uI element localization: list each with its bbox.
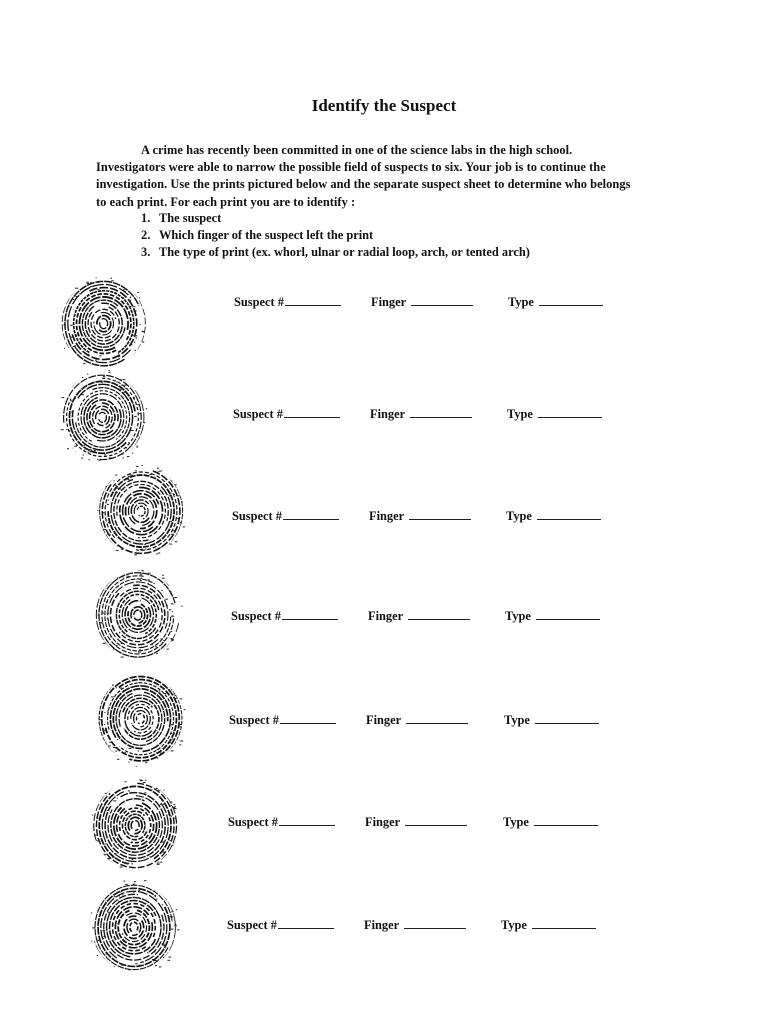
suspect-field[interactable] — [234, 295, 341, 310]
type-label: Type — [505, 609, 531, 623]
fingerprint-image — [58, 275, 154, 372]
page-title: Identify the Suspect — [311, 96, 457, 115]
fingerprint-image — [88, 570, 184, 667]
suspect-field[interactable] — [233, 407, 340, 422]
finger-blank-line[interactable] — [408, 609, 470, 620]
type-label: Type — [507, 407, 533, 421]
suspect-field[interactable] — [229, 713, 336, 728]
suspect-field[interactable] — [227, 918, 334, 933]
type-label: Type — [504, 713, 530, 727]
suspect-blank-line[interactable] — [279, 815, 335, 826]
list-item: 3. The type of print (ex. whorl, ulnar or radial loop, arch, or tented arch) — [141, 245, 530, 260]
print-row — [0, 370, 768, 470]
suspect-label: Suspect # — [229, 713, 279, 727]
type-blank-line[interactable] — [536, 609, 600, 620]
finger-label: Finger — [370, 407, 406, 421]
type-label: Type — [508, 295, 534, 309]
finger-field[interactable] — [365, 815, 467, 830]
identify-list — [141, 210, 530, 262]
finger-field[interactable] — [370, 407, 472, 422]
finger-label: Finger — [369, 509, 405, 523]
suspect-blank-line[interactable] — [282, 609, 338, 620]
type-field[interactable] — [501, 918, 596, 933]
finger-label: Finger — [366, 713, 402, 727]
suspect-blank-line[interactable] — [285, 295, 341, 306]
finger-blank-line[interactable] — [404, 918, 466, 929]
list-item: 2. Which finger of the suspect left the print — [141, 228, 374, 243]
suspect-blank-line[interactable] — [283, 509, 339, 520]
type-blank-line[interactable] — [532, 918, 596, 929]
finger-field[interactable] — [371, 295, 473, 310]
type-field[interactable] — [507, 407, 602, 422]
list-item: 1. The suspect — [141, 211, 222, 225]
suspect-field[interactable] — [231, 609, 338, 624]
print-row — [0, 465, 768, 565]
finger-blank-line[interactable] — [411, 295, 473, 306]
type-blank-line[interactable] — [534, 815, 598, 826]
fingerprint-image — [92, 675, 188, 772]
finger-label: Finger — [365, 815, 401, 829]
print-row — [0, 880, 768, 980]
fingerprint-image — [88, 777, 184, 874]
finger-blank-line[interactable] — [410, 407, 472, 418]
type-blank-line[interactable] — [539, 295, 603, 306]
finger-blank-line[interactable] — [405, 815, 467, 826]
suspect-label: Suspect # — [231, 609, 281, 623]
type-label: Type — [506, 509, 532, 523]
intro-paragraph: A crime has recently been committed in one of the science labs in the high school. Investigators were able to narrow the possible field of suspects to six. Your job is to continue the investigation. Use the prints pictured below and the separate suspect sheet to determine who belongs to each print. For each print you are to identify : — [96, 143, 631, 209]
type-label: Type — [503, 815, 529, 829]
suspect-blank-line[interactable] — [284, 407, 340, 418]
type-blank-line[interactable] — [538, 407, 602, 418]
finger-field[interactable] — [368, 609, 470, 624]
type-label: Type — [501, 918, 527, 932]
type-field[interactable] — [508, 295, 603, 310]
fingerprint-image — [90, 465, 186, 562]
finger-field[interactable] — [369, 509, 471, 524]
type-field[interactable] — [505, 609, 600, 624]
print-row — [0, 777, 768, 877]
finger-label: Finger — [371, 295, 407, 309]
finger-blank-line[interactable] — [406, 713, 468, 724]
suspect-label: Suspect # — [227, 918, 277, 932]
finger-field[interactable] — [366, 713, 468, 728]
finger-label: Finger — [364, 918, 400, 932]
suspect-field[interactable] — [228, 815, 335, 830]
type-field[interactable] — [503, 815, 598, 830]
type-blank-line[interactable] — [535, 713, 599, 724]
fingerprint-image — [88, 880, 184, 977]
suspect-field[interactable] — [232, 509, 339, 524]
finger-label: Finger — [368, 609, 404, 623]
type-field[interactable] — [506, 509, 601, 524]
type-field[interactable] — [504, 713, 599, 728]
suspect-label: Suspect # — [228, 815, 278, 829]
print-row — [0, 275, 768, 375]
finger-field[interactable] — [364, 918, 466, 933]
suspect-blank-line[interactable] — [278, 918, 334, 929]
finger-blank-line[interactable] — [409, 509, 471, 520]
fingerprint-image — [58, 370, 154, 467]
print-row — [0, 675, 768, 775]
suspect-label: Suspect # — [232, 509, 282, 523]
type-blank-line[interactable] — [537, 509, 601, 520]
suspect-blank-line[interactable] — [280, 713, 336, 724]
print-row — [0, 570, 768, 670]
suspect-label: Suspect # — [233, 407, 283, 421]
suspect-label: Suspect # — [234, 295, 284, 309]
